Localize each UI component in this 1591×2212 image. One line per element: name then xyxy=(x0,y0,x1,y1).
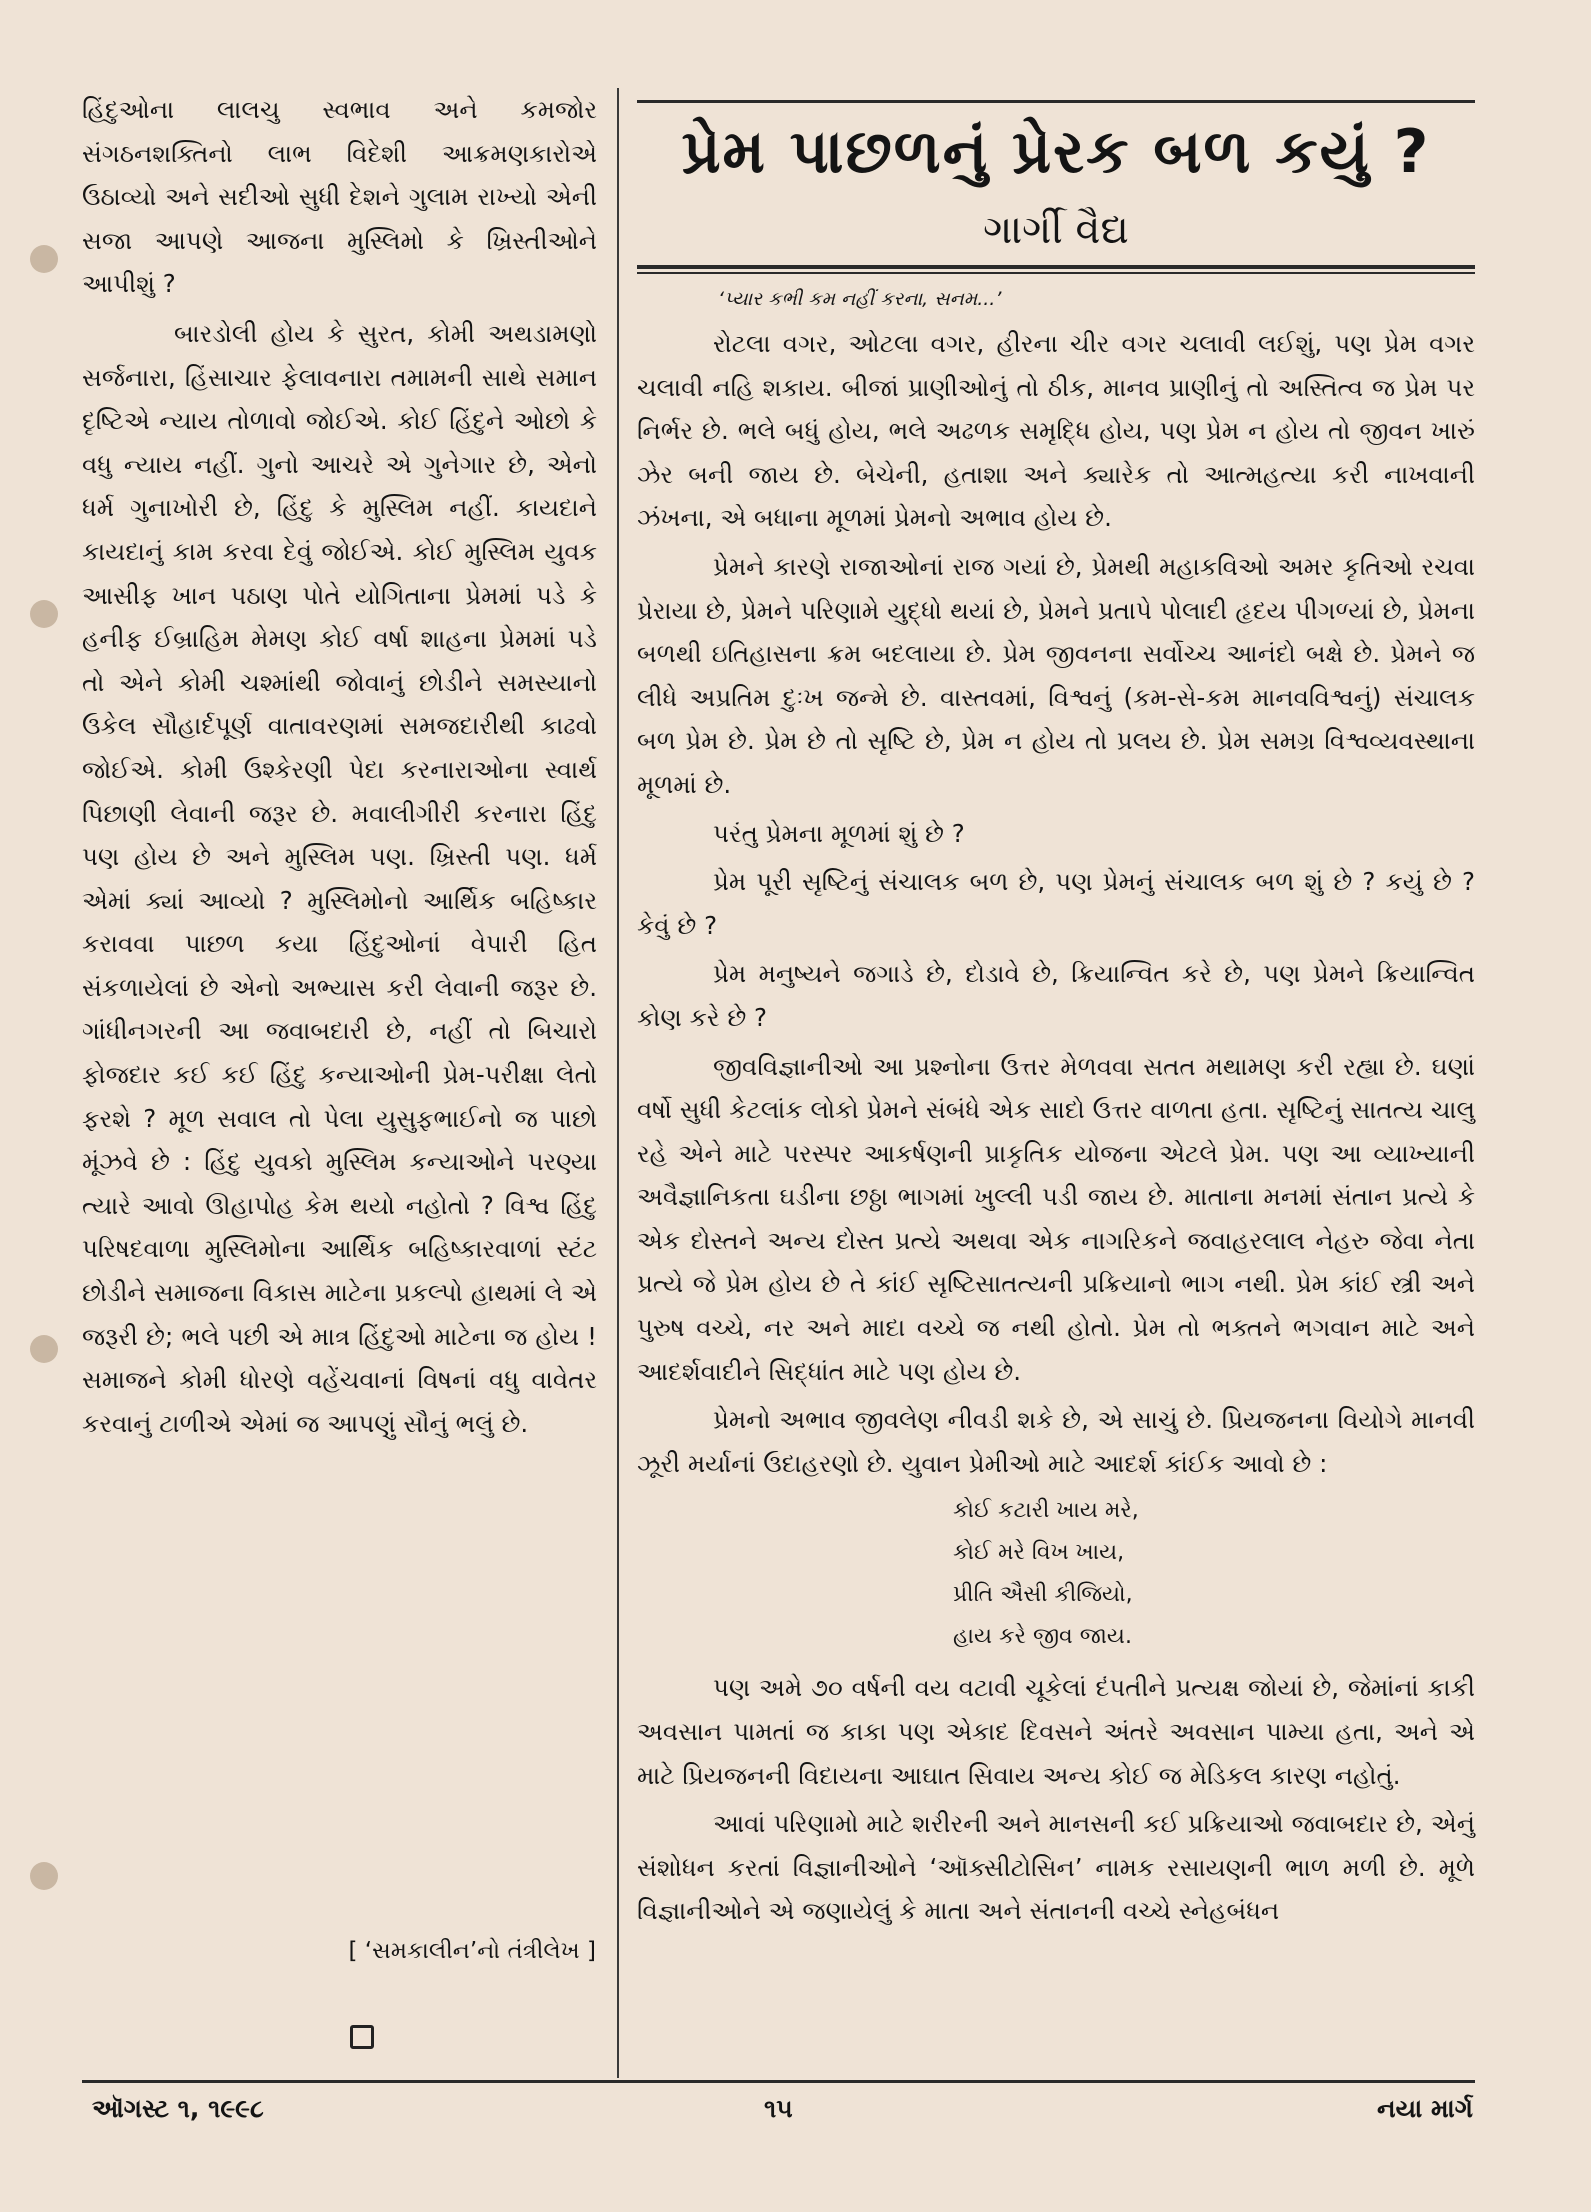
right-paragraph: પ્રેમને કારણે રાજાઓનાં રાજ ગયાં છે, પ્રેમથી મહાકવિઓ અમર કૃતિઓ રચવા પ્રેરાયા છે, પ્રેમને પરિણામે યુદ્ધો થયાં છે, પ્રેમને પ્રતાપે પોલાદી હૃદય પીગળ્યાં છે, પ્રેમના બળથી ઇતિહાસના ક્રમ બદલાયા છે. પ્રેમ જીવનના સર્વોચ્ચ આનંદો બક્ષે છે. પ્રેમને જ લીધે અપ્રતિમ દુઃખ જન્મે છે. વાસ્તવમાં, વિશ્વનું (કમ-સે-કમ માનવવિશ્વનું) સંચાલક બળ પ્રેમ છે. પ્રેમ છે તો સૃષ્ટિ છે, પ્રેમ ન હોય તો પ્રલય છે. પ્રેમ સમગ્ર વિશ્વવ્યવસ્થાના મૂળમાં છે. xyxy=(637,551,1475,799)
right-paragraph: પ્રેમ પૂરી સૃષ્ટિનું સંચાલક બળ છે, પણ પ્રેમનું સંચાલક બળ શું છે ? કયું છે ? કેવું છે ? xyxy=(637,867,1475,940)
poem-line: કોઈ કટારી ખાય મરે, xyxy=(953,1498,1139,1524)
right-paragraph: રોટલા વગર, ઓટલા વગર, હીરના ચીર વગર ચલાવી લઈશું, પણ પ્રેમ વગર ચલાવી નહિ શકાય. બીજાં પ્રાણીઓનું તો ઠીક, માનવ પ્રાણીનું તો અસ્તિત્વ જ પ્રેમ પર નિર્ભર છે. ભલે બધું હોય, ભલે અઢળક સમૃદ્ધિ હોય, પણ પ્રેમ ન હોય તો જીવન ખારું ઝેર બની જાય છે. બેચેની, હતાશા અને ક્યારેક તો આત્મહત્યા કરી નાખવાની ઝંખના, એ બધાના મૂળમાં પ્રેમનો અભાવ હોય છે. xyxy=(637,329,1475,533)
title-rule-bottom xyxy=(637,265,1475,269)
right-paragraph: પરંતુ પ્રેમના મૂળમાં શું છે ? xyxy=(713,818,965,848)
article-author: ગાર્ગી વૈદ્ય xyxy=(983,207,1129,253)
source-note: [ ‘સમકાલીન’નો તંત્રીલેખ ] xyxy=(348,1938,596,1964)
poem-line: કોઈ મરે વિખ ખાય, xyxy=(953,1540,1125,1566)
binding-hole xyxy=(30,1862,58,1890)
right-paragraph: આવાં પરિણામો માટે શરીરની અને માનસની કઈ પ્રક્રિયાઓ જવાબદાર છે, એનું સંશોધન કરતાં વિજ્ઞાનીઓને ‘ઑક્સીટોસિન’ નામક રસાયણની ભાળ મળી છે. મૂળે વિજ્ઞાનીઓને એ જણાયેલું કે માતા અને સંતાનની વચ્ચે સ્નેહબંધન xyxy=(637,1809,1475,1926)
poem xyxy=(637,1490,1475,1658)
title-rule-top xyxy=(637,100,1475,103)
poem-line: હાય કરે જીવ જાય. xyxy=(953,1624,1132,1650)
binding-hole xyxy=(30,1335,58,1363)
column-divider xyxy=(617,88,619,2078)
right-column xyxy=(637,322,1475,1938)
binding-hole xyxy=(30,600,58,628)
magazine-name: નયા માર્ગ xyxy=(1377,2094,1473,2123)
article-title: પ્રેમ પાછળનું પ્રેરક બળ કયું ? xyxy=(681,117,1431,187)
left-column xyxy=(82,88,597,1445)
poem-line: પ્રીતિ ઐસી કીજિયો, xyxy=(953,1582,1133,1608)
right-paragraph: પ્રેમનો અભાવ જીવલેણ નીવડી શકે છે, એ સાચું છે. પ્રિયજનના વિયોગે માનવી ઝૂરી મર્યાનાં ઉદાહરણો છે. યુવાન પ્રેમીઓ માટે આદર્શ કાંઈક આવો છે : xyxy=(637,1405,1475,1478)
end-of-article-mark xyxy=(350,2025,374,2049)
right-paragraph: પ્રેમ મનુષ્યને જગાડે છે, દોડાવે છે, ક્રિયાન્વિત કરે છે, પણ પ્રેમને ક્રિયાન્વિત કોણ કરે છે ? xyxy=(637,959,1475,1032)
footer-date: ઑગસ્ટ ૧, ૧૯૯૮ xyxy=(92,2094,264,2123)
epigraph: ‘પ્યાર કભી કમ નહીં કરના, સનમ...’ xyxy=(718,288,1002,310)
title-rule-bottom-thin xyxy=(637,272,1475,274)
binding-hole xyxy=(30,245,58,273)
footer-rule xyxy=(82,2080,1475,2083)
page-number: ૧૫ xyxy=(764,2094,793,2123)
left-paragraph: બારડોલી હોય કે સુરત, કોમી અથડામણો સર્જનારા, હિંસાચાર ફેલાવનારા તમામની સાથે સમાન દૃષ્ટિએ ન્યાય તોળાવો જોઈએ. કોઈ હિંદુને ઓછો કે વધુ ન્યાય નહીં. ગુનો આચરે એ ગુનેગાર છે, એનો ધર્મ ગુનાખોરી છે, હિંદુ કે મુસ્લિમ નહીં. કાયદાને કાયદાનું કામ કરવા દેવું જોઈએ. કોઈ મુસ્લિમ યુવક આસીફ ખાન પઠાણ પોતે યોગિતાના પ્રેમમાં પડે કે હનીફ ઈબ્રાહિમ મેમણ કોઈ વર્ષા શાહના પ્રેમમાં પડે તો એને કોમી ચશ્માંથી જોવાનું છોડીને સમસ્યાનો ઉકેલ સૌહાર્દપૂર્ણ વાતાવરણમાં સમજદારીથી કાઢવો જોઈએ. કોમી ઉશ્કેરણી પેદા કરનારાઓના સ્વાર્થ પિછાણી લેવાની જરૂર છે. મવાલીગીરી કરનારા હિંદુ પણ હોય છે અને મુસ્લિમ પણ. ખ્રિસ્તી પણ. ધર્મ એમાં ક્યાં આવ્યો ? મુસ્લિમોનો આર્થિક બહિષ્કાર કરાવવા પાછળ કયા હિંદુઓનાં વેપારી હિત સંકળાયેલાં છે એનો અભ્યાસ કરી લેવાની જરૂર છે. ગાંધીનગરની આ જવાબદારી છે, નહીં તો બિચારો ફોજદાર કઈ કઈ હિંદુ કન્યાઓની પ્રેમ-પરીક્ષા લેતો ફરશે ? મૂળ સવાલ તો પેલા યુસુફભાઈનો જ પાછો મૂંઝવે છે : હિંદુ યુવકો મુસ્લિમ કન્યાઓને પરણ્યા ત્યારે આવો ઊહાપોહ કેમ થયો નહોતો ? વિશ્વ હિંદુ પરિષદવાળા મુસ્લિમોના આર્થિક બહિષ્કારવાળાં સ્ટંટ છોડીને સમાજના વિકાસ માટેના પ્રકલ્પો હાથમાં લે એ જરૂરી છે; ભલે પછી એ માત્ર હિંદુઓ માટેના જ હોય ! સમાજને કોમી ધોરણે વહેંચવાનાં વિષનાં વધુ વાવેતર કરવાનું ટાળીએ એમાં જ આપણું સૌનું ભલું છે. xyxy=(82,318,597,1438)
left-paragraph: હિંદુઓના લાલચુ સ્વભાવ અને કમજોર સંગઠનશક્તિનો લાભ વિદેશી આક્રમણકારોએ ઉઠાવ્યો અને સદીઓ સુધી દેશને ગુલામ રાખ્યો એની સજા આપણે આજના મુસ્લિમો કે ખ્રિસ્તીઓને આપીશું ? xyxy=(82,95,597,299)
right-paragraph: પણ અમે ૭૦ વર્ષની વય વટાવી ચૂકેલાં દંપતીને પ્રત્યક્ષ જોયાં છે, જેમાંનાં કાકી અવસાન પામતાં જ કાકા પણ એકાદ દિવસને અંતરે અવસાન પામ્યા હતા, અને એ માટે પ્રિયજનની વિદાયના આઘાત સિવાય અન્ય કોઈ જ મેડિકલ કારણ નહોતું. xyxy=(637,1673,1475,1790)
right-paragraph: જીવવિજ્ઞાનીઓ આ પ્રશ્નોના ઉત્તર મેળવવા સતત મથામણ કરી રહ્યા છે. ઘણાં વર્ષો સુધી કેટલાંક લોકો પ્રેમને સંબંધે એક સાદો ઉત્તર વાળતા હતા. સૃષ્ટિનું સાતત્ય ચાલુ રહે એને માટે પરસ્પર આકર્ષણની પ્રાકૃતિક યોજના એટલે પ્રેમ. પણ આ વ્યાખ્યાની અવૈજ્ઞાનિકતા ઘડીના છઠ્ઠા ભાગમાં ખુલ્લી પડી જાય છે. માતાના મનમાં સંતાન પ્રત્યે કે એક દોસ્તને અન્ય દોસ્ત પ્રત્યે અથવા એક નાગરિકને જવાહરલાલ નેહરુ જેવા નેતા પ્રત્યે જે પ્રેમ હોય છે તે કાંઈ સૃષ્ટિસાતત્યની પ્રક્રિયાનો ભાગ નથી. પ્રેમ કાંઈ સ્ત્રી અને પુરુષ વચ્ચે, નર અને માદા વચ્ચે જ નથી હોતો. પ્રેમ તો ભક્તને ભગવાન માટે અને આદર્શવાદીને સિદ્ધાંત માટે પણ હોય છે. xyxy=(637,1051,1475,1386)
